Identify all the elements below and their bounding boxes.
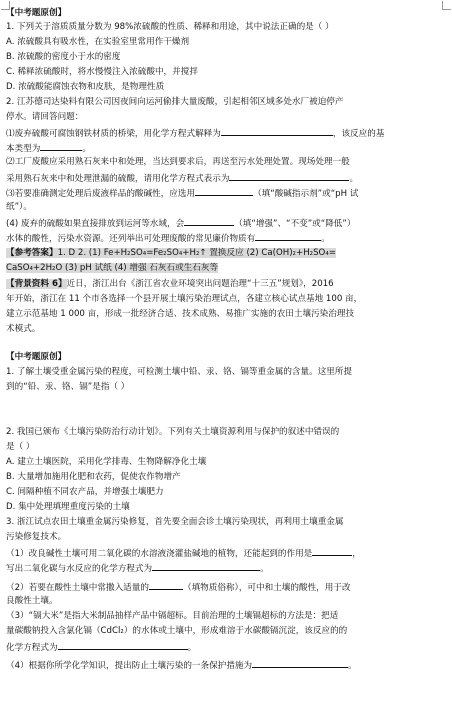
answer-blank[interactable] <box>252 658 348 668</box>
s2-q3-part1-line2 <box>6 561 448 575</box>
q1-option-a: A. 浓硫酸具有吸水性，在实验室里常用作干燥剂 <box>6 37 190 47</box>
q2-part4-text: (4) 废弃的硫酸如果直接排放到运河等水域，会 <box>6 219 185 229</box>
q2-part4-line1 <box>6 216 448 230</box>
s2-q3-part2-text-tail: （填物质俗称），可中和土壤的酸性，用于改 <box>182 583 351 593</box>
punctuation: 。 <box>82 144 91 154</box>
section2-header: 【中考题原创】 <box>6 352 67 362</box>
q2-part4-text2: 水体的酸性，污染水资源。还列举出可处理废酸的常见廉价物质有 <box>6 234 256 244</box>
q2-part2-line1: ⑵工厂废酸应采用熟石灰来中和处理，当达到要求后，再送至污水处理处置。现场处理一般 <box>6 157 350 167</box>
s2-q3-part2-text: （2）若要在酸性土壤中常撒入适量的 <box>6 583 149 593</box>
q2-part3-line2: 纸”）。 <box>6 202 32 212</box>
q1-option-b: B. 浓硫酸的密度小于水的密度 <box>6 52 121 62</box>
s2-q2-option-a: A. 建立土壤医院，采用化学排毒、生物降解净化土壤 <box>6 457 207 467</box>
background-line2: 年开始，浙江在 11 个市各选择一个县开展土壤污染治理试点，各建立核心试点基地 100 亩， <box>6 294 363 304</box>
q2-part1-line2 <box>6 141 448 155</box>
q1-stem: 1. 下列关于溶质质量分数为 98%浓硫酸的性质、稀释和用途，其中说法正确的是（ ） <box>6 22 334 32</box>
punctuation: 。 <box>348 661 357 671</box>
q2-part3-text-tail: （填“酸碱指示剂”或“pH 试 <box>253 189 359 199</box>
s2-q3-part3-text: 化学方程式为 <box>6 643 58 653</box>
s2-q2-line2: 是（ ） <box>6 442 35 452</box>
s2-q3-part4-line1 <box>6 658 448 672</box>
answer-line2 <box>6 262 448 274</box>
q2-part1-text: ⑴废弃硫酸可腐蚀钢铁材质的桥梁，用化学方程式解释为 <box>6 129 221 139</box>
q2-part3-line1 <box>6 186 448 200</box>
q2-stem-line1: 2. 江苏德司达染料有限公司因夜间向运河偷排大量废酸，引起相邻区域多处水厂被迫停产 <box>6 97 344 107</box>
s2-q3-part1-text2: 写出二氧化碳与水反应的化学方程式为 <box>6 564 153 574</box>
answer-blank[interactable] <box>229 171 349 181</box>
s2-q3-part2-line2: 良酸性土壤。 <box>6 596 58 606</box>
answer-line1 <box>6 247 448 259</box>
answer-blank[interactable] <box>40 141 82 151</box>
background-line4: 术模式。 <box>6 324 41 334</box>
answer-blank[interactable] <box>312 546 352 556</box>
answer-blank[interactable] <box>152 561 260 571</box>
q2-part3-text: ⑶若要准确测定处理后废液样品的酸碱性，应选用 <box>6 189 196 199</box>
q2-part4-text-tail: （填“增强”、“不变”或“降低”） <box>234 219 356 229</box>
background-label: 【背景资料 6】 <box>6 279 67 289</box>
background-line1 <box>6 278 448 290</box>
punctuation: 。 <box>260 564 269 574</box>
background-line3: 建立示范基地 1 000 亩，形成一批经济合适、技术成熟、易推广实施的农田土壤污染治理技 <box>6 309 355 319</box>
q1-option-c: C. 稀释浓硫酸时，将水慢慢注入浓硫酸中，并搅拌 <box>6 67 198 77</box>
q1-option-d: D. 浓硫酸能腐蚀衣物和皮肤，是物理性质 <box>6 82 165 92</box>
s2-q3-part3-line1: （3）“镉大米”是指大米制品抽样产品中镉超标。目前治理的土壤镉超标的方法是：把适 <box>6 611 339 621</box>
punctuation: 。 <box>187 643 197 653</box>
s2-q3-part3-line3 <box>6 640 448 654</box>
s2-q2-option-c: C. 间隔种植不同农产品，并增强土壤肥力 <box>6 487 164 497</box>
punctuation: ， <box>352 549 361 559</box>
q2-part1-line1 <box>6 126 448 140</box>
s2-q2-option-b: B. 大量增加施用化肥和农药，促使农作物增产 <box>6 472 181 482</box>
q2-part1-text-tail: ，该反应的基 <box>332 129 385 139</box>
s2-q3-line2: 污染修复技术。 <box>6 532 67 542</box>
punctuation: 。 <box>321 234 330 244</box>
s2-q3-part4-text: （4）根据你所学化学知识，提出防止土壤污染的一条保护措施为 <box>6 661 253 671</box>
background-text: 近日，浙江出台《浙江省农业环境突出问题治理“十三五”规划》，2016 <box>66 279 334 289</box>
s2-q1-line1: 1. 了解土壤受重金属污染的程度，可检测土壤中铅、汞、铬、镉等重金属的含量。这里所提 <box>6 367 353 377</box>
s2-q1-line2: 到的“铅、汞、铬、镉”是指（ ） <box>6 382 130 392</box>
answer-blank[interactable] <box>58 640 188 650</box>
s2-q2-line1: 2. 我国已颁布《土壤污染防治行动计划》。下列有关土壤资源利用与保护的叙述中错误的 <box>6 427 340 437</box>
s2-q3-line1: 3. 浙江试点农田土壤重金属污染修复，首先要全面会诊土壤污染现状，再利用土壤重金属 <box>6 517 344 527</box>
q2-part2-text: 采用熟石灰来中和处理泄漏的硫酸，请用化学方程式表示为 <box>6 174 230 184</box>
answer-label: 【参考答案】 <box>6 248 58 258</box>
s2-q3-part2-line1 <box>6 580 448 594</box>
s2-q3-part1-line1 <box>6 546 448 560</box>
s2-q2-option-d: D. 集中处理填埋重度污染的土壤 <box>6 502 130 512</box>
s2-q3-part3-line2: 量碳酸钠投入含氯化镉（CdCl₂）的水体或土壤中，形成难溶于水碳酸镉沉淀，该反应的的 <box>6 626 348 636</box>
answer-blank[interactable] <box>255 231 321 241</box>
answer-blank[interactable] <box>195 186 253 196</box>
q2-part4-line2 <box>6 231 448 245</box>
punctuation: 。 <box>349 174 359 184</box>
answer-blank[interactable] <box>149 580 183 590</box>
q2-part2-line2 <box>6 171 448 185</box>
answer-text-cont: CaSO₄+2H₂O (3) pH 试纸 (4) 增强 石灰石或生石灰等 <box>6 263 219 273</box>
q2-part1-type-label: 本类型为 <box>6 144 41 154</box>
s2-q3-part1-text: （1）改良碱性土壤可用二氧化碳的水溶液浇灌盐碱地的植物，还能起到的作用是 <box>6 549 313 559</box>
answer-blank[interactable] <box>184 216 234 226</box>
section1-header: 【中考题原创】 <box>6 8 67 18</box>
q2-stem-line2: 停水。请回答问题： <box>6 112 84 122</box>
answer-blank[interactable] <box>221 126 333 136</box>
answer-text: 1. D 2. (1) Fe+H₂SO₄=Fe₂SO₄+H₂↑ 置换反应 (2) Ca(OH)₂+H₂SO₄= <box>57 248 336 258</box>
